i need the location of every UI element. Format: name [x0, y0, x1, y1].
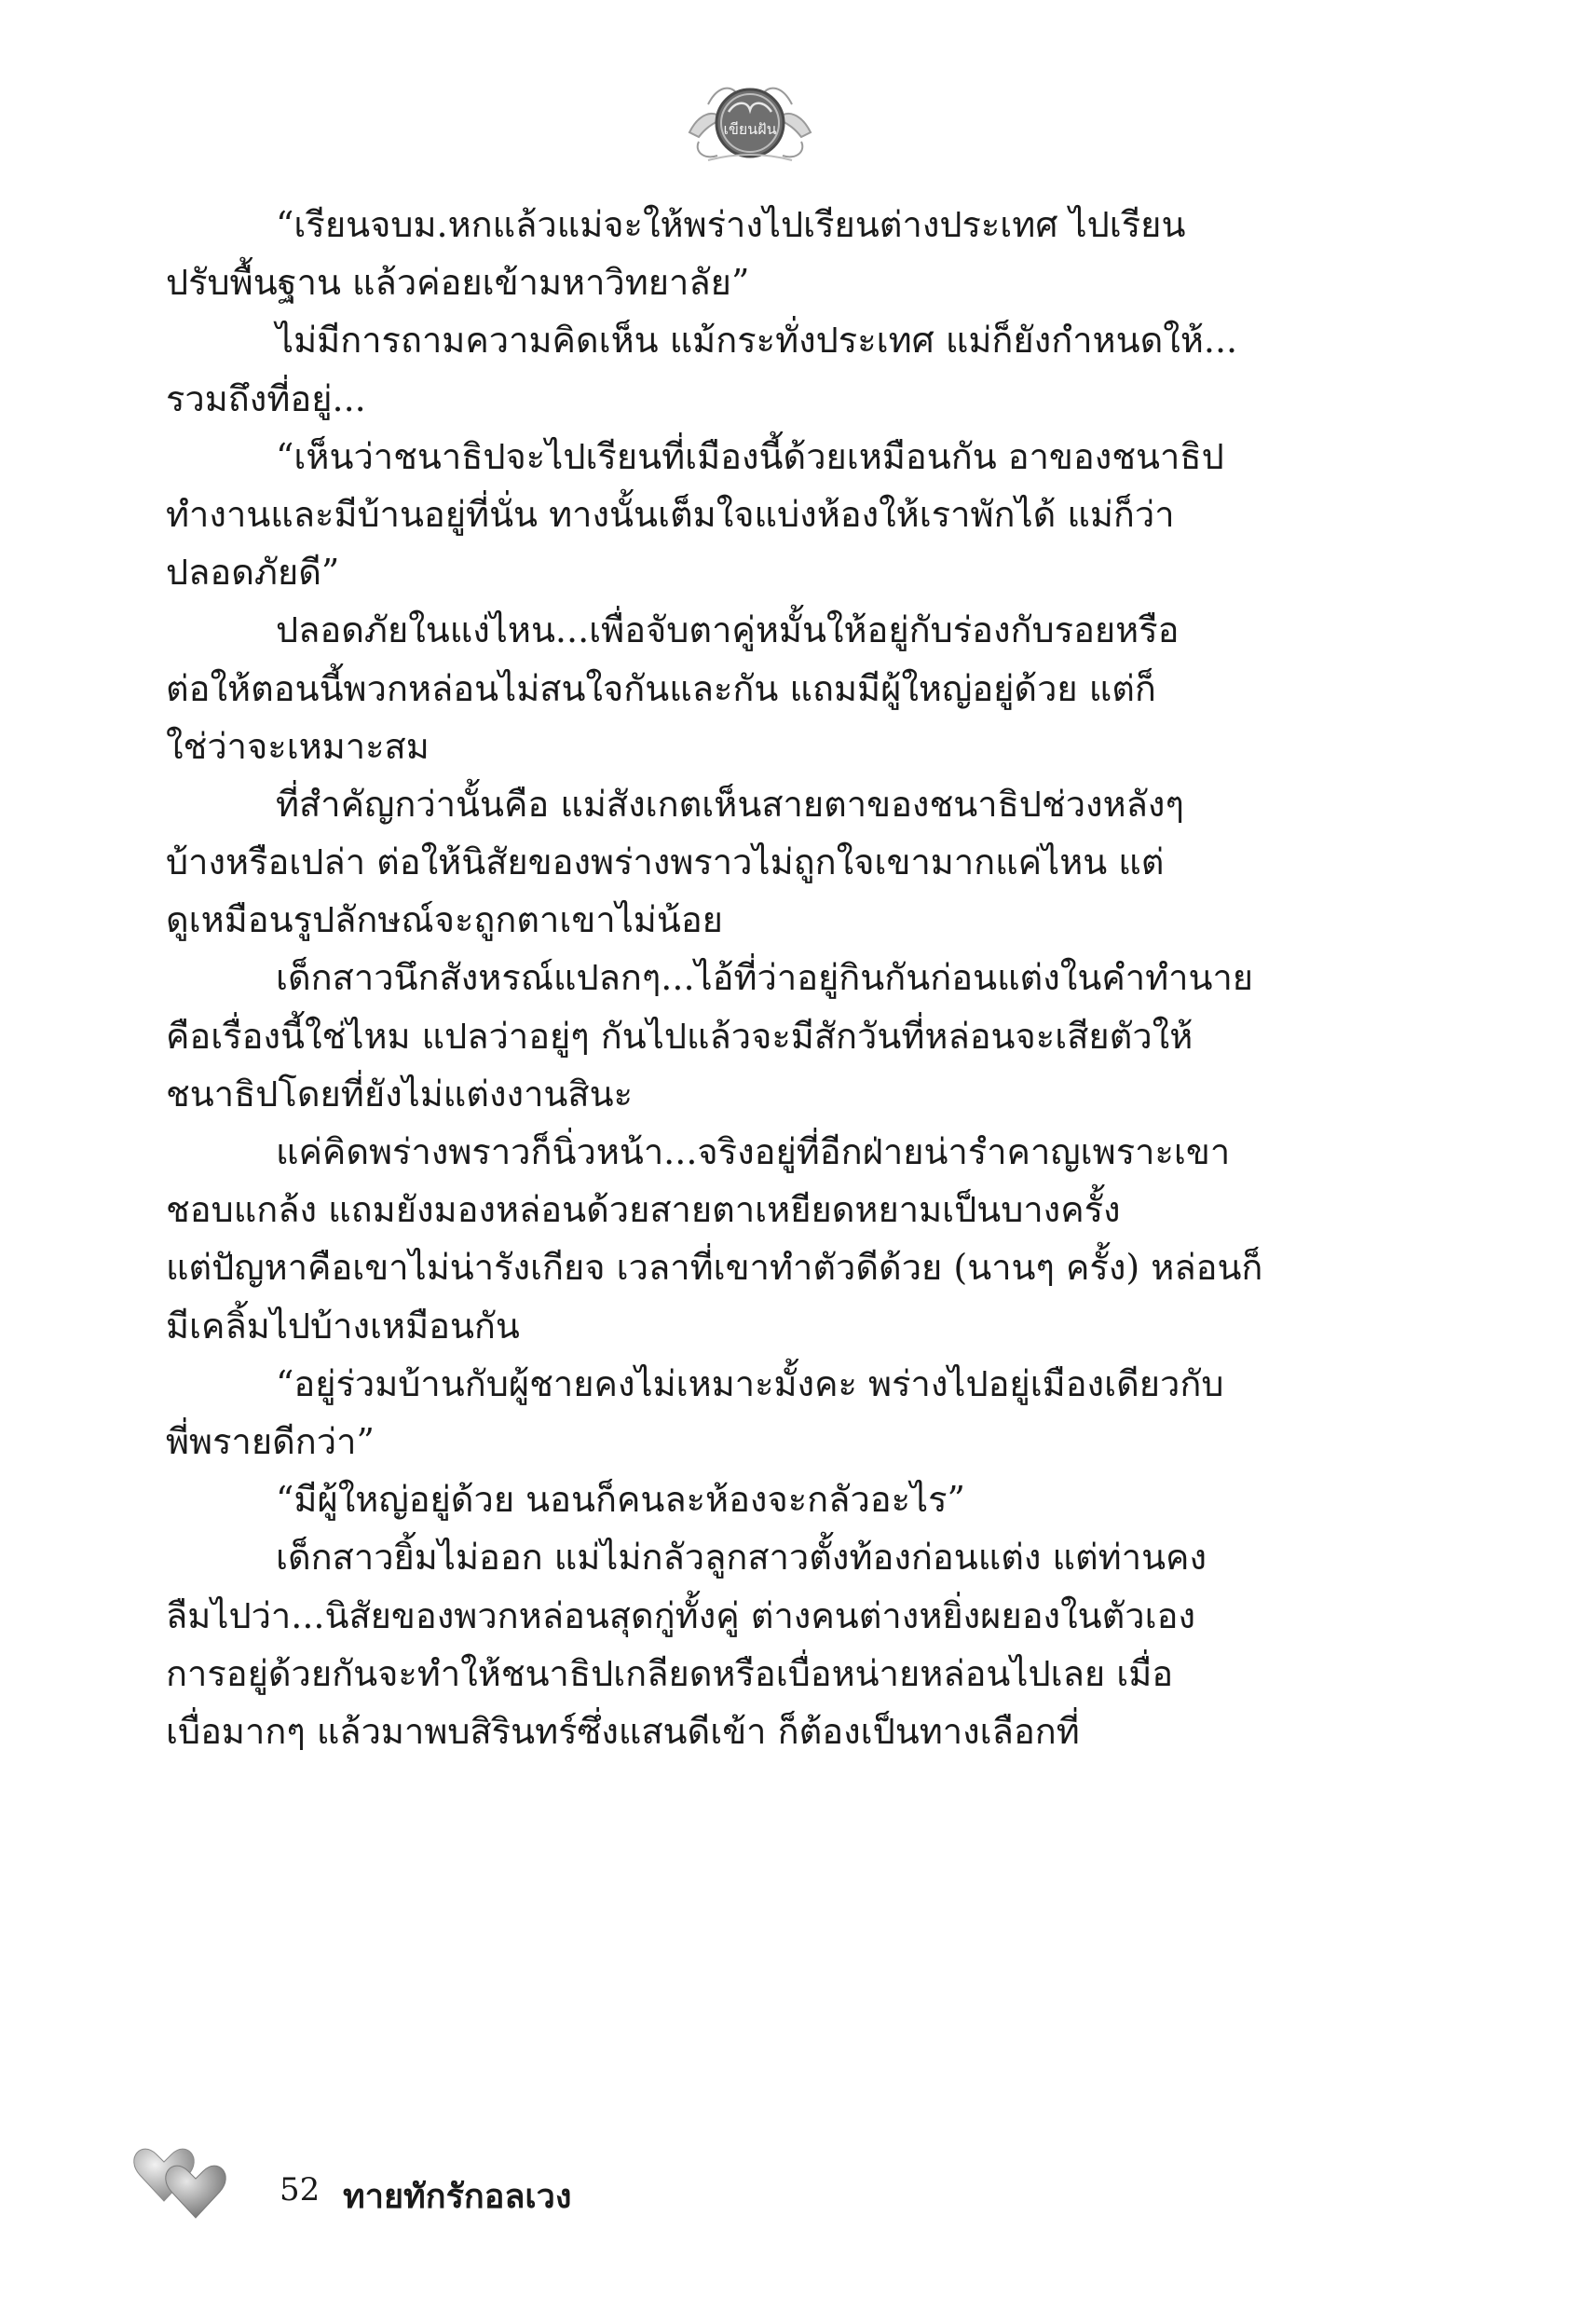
text-line: ชนาธิปโดยที่ยังไม่แต่งงานสินะ [166, 1073, 633, 1114]
text-line: ต่อให้ตอนนี้พวกหล่อนไม่สนใจกันและกัน แถมมีผู้ใหญ่อยู่ด้วย แต่ก็ [166, 667, 1156, 709]
header-logo [680, 67, 820, 170]
text-line: คือเรื่องนี้ใช่ไหม แปลว่าอยู่ๆ กันไปแล้วจะมีสักวันที่หล่อนจะเสียตัวให้ [166, 1015, 1194, 1057]
logo-text: เขียนฝัน [723, 120, 777, 138]
text-line: ลืมไปว่า...นิสัยของพวกหล่อนสุดกู่ทั้งคู่ ต่างคนต่างหยิ่งผยองในตัวเอง [166, 1594, 1196, 1636]
text-line: ไม่มีการถามความคิดเห็น แม้กระทั่งประเทศ แม่ก็ยังกำหนดให้... [276, 320, 1238, 362]
text-line: บ้างหรือเปล่า ต่อให้นิสัยของพร่างพราวไม่ถูกใจเขามากแค่ไหน แต่ [166, 841, 1165, 883]
page-footer [130, 2134, 689, 2236]
text-line: “เห็นว่าชนาธิปจะไปเรียนที่เมืองนี้ด้วยเหมือนกัน อาของชนาธิป [276, 435, 1224, 477]
text-line: เด็กสาวยิ้มไม่ออก แม่ไม่กลัวลูกสาวตั้งท้องก่อนแต่ง แต่ท่านคง [276, 1537, 1207, 1579]
text-line: “อยู่ร่วมบ้านกับผู้ชายคงไม่เหมาะมั้งคะ พร่างไปอยู่เมืองเดียวกับ [276, 1362, 1224, 1404]
text-line: การอยู่ด้วยกันจะทำให้ชนาธิปเกลียดหรือเบื่อหน่ายหล่อนไปเลย เมื่อ [166, 1652, 1174, 1694]
text-line: “เรียนจบม.หกแล้วแม่จะให้พร่างไปเรียนต่างประเทศ ไปเรียน [276, 204, 1186, 245]
page-number: 52 [280, 2171, 321, 2208]
text-line: เบื่อมากๆ แล้วมาพบสิรินทร์ซึ่งแสนดีเข้า ก็ต้องเป็นทางเลือกที่ [166, 1710, 1080, 1752]
text-line: แค่คิดพร่างพราวก็นิ่วหน้า...จริงอยู่ที่อีกฝ่ายน่ารำคาญเพราะเขา [276, 1131, 1231, 1172]
text-line: ใช่ว่าจะเหมาะสม [166, 725, 430, 767]
text-line: เด็กสาวนึกสังหรณ์แปลกๆ...ไอ้ที่ว่าอยู่กินกันก่อนแต่งในคำทำนาย [276, 957, 1254, 999]
text-line: มีเคลิ้มไปบ้างเหมือนกัน [166, 1305, 520, 1347]
text-line: ดูเหมือนรูปลักษณ์จะถูกตาเขาไม่น้อย [166, 899, 723, 941]
text-line: “มีผู้ใหญ่อยู่ด้วย นอนก็คนละห้องจะกลัวอะไร” [276, 1479, 965, 1521]
body-text [166, 196, 1332, 1760]
text-line: ปรับพื้นฐาน แล้วค่อยเข้ามหาวิทยาลัย” [166, 262, 750, 304]
text-line: ปลอดภัยดี” [166, 552, 340, 594]
text-line: รวมถึงที่อยู่... [166, 377, 366, 419]
text-line: แต่ปัญหาคือเขาไม่น่ารังเกียจ เวลาที่เขาทำตัวดีด้วย (นานๆ ครั้ง) หล่อนก็ [166, 1247, 1263, 1289]
text-line: ปลอดภัยในแง่ไหน...เพื่อจับตาคู่หมั้นให้อยู่กับร่องกับรอยหรือ [276, 609, 1180, 651]
hearts-icon [130, 2134, 242, 2236]
book-title: ทายทักรักอลเวง [343, 2178, 572, 2216]
text-line: ทำงานและมีบ้านอยู่ที่นั่น ทางนั้นเต็มใจแบ่งห้องให้เราพักได้ แม่ก็ว่า [166, 493, 1175, 535]
text-line: ชอบแกล้ง แถมยังมองหล่อนด้วยสายตาเหยียดหยามเป็นบางครั้ง [166, 1189, 1121, 1231]
text-line: พี่พรายดีกว่า” [166, 1420, 375, 1462]
text-line: ที่สำคัญกว่านั้นคือ แม่สังเกตเห็นสายตาของชนาธิปช่วงหลังๆ [276, 783, 1184, 825]
